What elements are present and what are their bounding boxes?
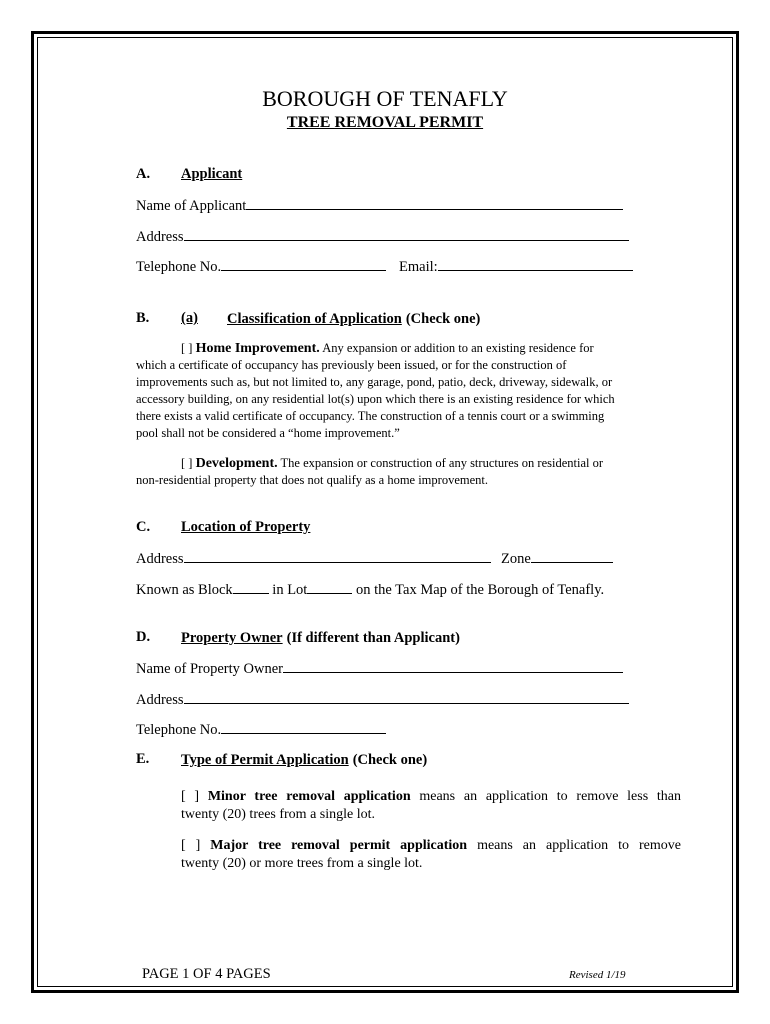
section-d-note: (If different than Applicant): [286, 630, 460, 646]
page-number: PAGE 1 OF 4 PAGES: [142, 966, 271, 982]
applicant-name-label: Name of Applicant: [136, 198, 247, 214]
section-a-letter: A.: [136, 166, 151, 182]
section-b-sub: (a): [181, 310, 198, 326]
section-e-heading: [181, 751, 427, 769]
minor-removal-text-1: means an application to remove less than: [419, 789, 682, 804]
applicant-address-row: [136, 227, 629, 246]
major-removal-checkbox[interactable]: [ ]: [181, 838, 201, 853]
major-removal-title: Major tree removal permit application: [210, 838, 468, 853]
section-b-letter: B.: [136, 310, 150, 326]
section-e-note: (Check one): [352, 752, 428, 768]
applicant-telephone-field[interactable]: [221, 257, 386, 271]
block-lot-row: [136, 580, 604, 599]
home-improvement-text-6: pool shall not be considered a “home improvement.”: [136, 426, 400, 440]
tax-map-text: on the Tax Map of the Borough of Tenafly.: [355, 582, 605, 598]
section-b-heading: [227, 310, 480, 328]
major-removal-text-2: twenty (20) or more trees from a single lot.: [181, 856, 423, 871]
applicant-address-field[interactable]: [184, 227, 629, 241]
section-c-title: Location of Property: [181, 519, 311, 535]
lot-label: in Lot: [272, 582, 308, 598]
owner-telephone-row: [136, 720, 386, 739]
development-checkbox[interactable]: [ ]: [181, 456, 193, 470]
home-improvement-title: Home Improvement.: [195, 341, 320, 356]
development-text-1: The expansion or construction of any structures on residential or: [280, 456, 604, 470]
property-address-field[interactable]: [184, 549, 491, 563]
owner-address-label: Address: [136, 692, 184, 708]
owner-name-field[interactable]: [283, 659, 623, 673]
owner-address-row: [136, 690, 629, 709]
block-field[interactable]: [233, 580, 269, 594]
section-a-title: Applicant: [181, 166, 243, 182]
property-zone-label: Zone: [501, 551, 531, 567]
minor-removal-text-2: twenty (20) trees from a single lot.: [181, 807, 376, 822]
section-d-heading: [181, 629, 460, 647]
development-option: [136, 455, 681, 489]
home-improvement-text-1: Any expansion or addition to an existing residence for: [322, 341, 594, 355]
major-removal-option: [181, 837, 681, 873]
document-title: BOROUGH OF TENAFLY: [262, 86, 508, 111]
applicant-name-row: [136, 196, 623, 215]
revision-date: Revised 1/19: [569, 969, 626, 981]
owner-address-field[interactable]: [184, 690, 629, 704]
applicant-address-label: Address: [136, 229, 184, 245]
property-zone-row: [501, 549, 613, 568]
owner-name-row: [136, 659, 623, 678]
section-c-letter: C.: [136, 519, 151, 535]
applicant-name-field[interactable]: [246, 196, 623, 210]
home-improvement-text-2: which a certificate of occupancy has previously been issued, or for the construction of: [136, 358, 567, 372]
section-b-note: (Check one): [405, 311, 481, 327]
applicant-telephone-label: Telephone No.: [136, 259, 222, 275]
applicant-telephone-row: [136, 257, 386, 276]
applicant-email-field[interactable]: [438, 257, 633, 271]
section-b-title: Classification of Application: [227, 311, 402, 327]
home-improvement-text-4: accessory building, on any residential lot(s) upon which there is an existing residence for which: [136, 392, 615, 406]
development-text-2: non-residential property that does not qualify as a home improvement.: [136, 473, 488, 487]
major-removal-text-1: means an application to remove: [477, 838, 681, 853]
development-title: Development.: [195, 456, 278, 471]
applicant-email-row: [399, 257, 633, 276]
block-label: Known as Block: [136, 582, 233, 598]
section-d-title: Property Owner: [181, 630, 283, 646]
section-d-letter: D.: [136, 629, 151, 645]
section-e-title: Type of Permit Application: [181, 752, 349, 768]
owner-telephone-field[interactable]: [221, 720, 386, 734]
applicant-email-label: Email:: [399, 259, 438, 275]
property-address-row: [136, 549, 491, 568]
minor-removal-checkbox[interactable]: [ ]: [181, 789, 200, 804]
home-improvement-option: [136, 340, 681, 442]
lot-field[interactable]: [307, 580, 352, 594]
minor-removal-option: [181, 788, 681, 824]
home-improvement-text-5: there exists a valid certificate of occupancy. The construction of a tennis court or a swimming: [136, 409, 605, 423]
owner-telephone-label: Telephone No.: [136, 722, 222, 738]
section-e-letter: E.: [136, 751, 150, 767]
document-subtitle: TREE REMOVAL PERMIT: [286, 114, 484, 131]
home-improvement-text-3: improvements such as, but not limited to, any garage, pond, patio, deck, driveway, sidewalk, or: [136, 375, 613, 389]
home-improvement-checkbox[interactable]: [ ]: [181, 341, 193, 355]
minor-removal-title: Minor tree removal application: [207, 789, 411, 804]
property-address-label: Address: [136, 551, 184, 567]
property-zone-field[interactable]: [531, 549, 613, 563]
owner-name-label: Name of Property Owner: [136, 661, 283, 677]
